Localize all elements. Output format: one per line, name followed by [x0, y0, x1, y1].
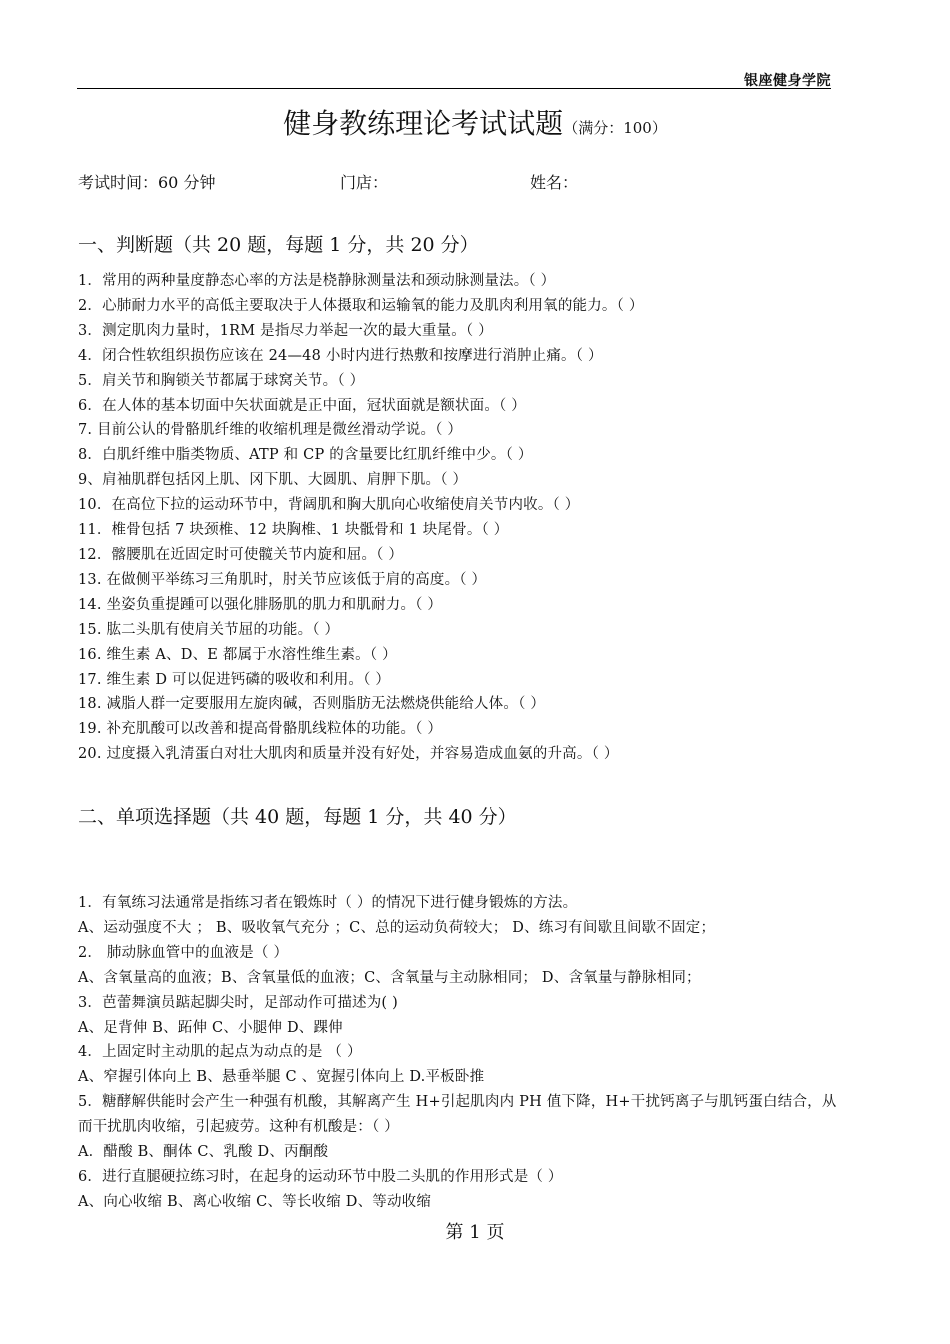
true-false-question: 10．在高位下拉的运动环节中，背阔肌和胸大肌向心收缩使肩关节内收。（ ）	[78, 497, 580, 514]
true-false-question: 19. 补充肌酸可以改善和提高骨骼肌线粒体的功能。（ ）	[78, 721, 443, 738]
page-number: 第 1 页	[445, 1222, 505, 1243]
true-false-question: 18. 减脂人群一定要服用左旋肉碱，否则脂肪无法燃烧供能给人体。（ ）	[78, 696, 546, 713]
question-stem: 3．芭蕾舞演员踮起脚尖时，足部动作可描述为( )	[78, 994, 398, 1011]
true-false-question-list	[78, 269, 838, 767]
true-false-question: 6．在人体的基本切面中矢状面就是正中面，冠状面就是额状面。（ ）	[78, 397, 526, 414]
section-single-choice-title: 二、单项选择题（共 40 题，每题 1 分，共 40 分）	[78, 806, 517, 828]
true-false-question: 17. 维生素 D 可以促进钙磷的吸收和利用。（ ）	[78, 671, 391, 688]
true-false-question: 9、肩袖肌群包括冈上肌、冈下肌、大圆肌、肩胛下肌。（ ）	[78, 472, 468, 489]
question-stem: 4．上固定时主动肌的起点为动点的是 （ ）	[78, 1044, 362, 1061]
true-false-question: 11．椎骨包括 7 块颈椎、12 块胸椎、1 块骶骨和 1 块尾骨。（ ）	[78, 522, 509, 539]
question-options: A、含氧量高的血液；B、含氧量低的血液；C、含氧量与主动脉相同； D、含氧量与静脉相同；	[78, 969, 701, 986]
true-false-question: 20. 过度摄入乳清蛋白对壮大肌肉和质量并没有好处，并容易造成血氨的升高。（ ）	[78, 746, 619, 763]
question-options: A、窄握引体向上 B、悬垂举腿 C 、宽握引体向上 D.平板卧推	[78, 1069, 485, 1086]
true-false-question: 16. 维生素 A、D、E 都属于水溶性维生素。（ ）	[78, 646, 397, 663]
exam-time: 考试时间：60 分钟	[78, 173, 216, 192]
true-false-question: 12．髂腰肌在近固定时可使髋关节内旋和屈。（ ）	[78, 546, 404, 563]
true-false-question: 5．肩关节和胸锁关节都属于球窝关节。（ ）	[78, 372, 365, 389]
true-false-question: 1．常用的两种量度静态心率的方法是桡静脉测量法和颈动脉测量法。（ ）	[78, 273, 556, 289]
true-false-question: 15. 肱二头肌有使肩关节屈的功能。（ ）	[78, 621, 340, 638]
question-options: A．醋酸 B、酮体 C、乳酸 D、丙酮酸	[78, 1144, 329, 1161]
name-label: 姓名：	[530, 173, 579, 192]
question-stem: 6．进行直腿硬拉练习时，在起身的运动环节中股二头肌的作用形式是（ ）	[78, 1168, 563, 1185]
true-false-question: 2．心肺耐力水平的高低主要取决于人体摄取和运输氧的能力及肌肉利用氧的能力。（ ）	[78, 297, 644, 314]
exam-title-score: （满分：100）	[563, 119, 667, 137]
question-options: A、运动强度不大 ； B、吸收氧气充分 ；C、总的运动负荷较大； D、练习有间歇且间歇不固定；	[78, 919, 716, 936]
header-organization: 银座健身学院	[744, 73, 831, 89]
header-divider	[77, 88, 831, 89]
true-false-question: 13. 在做侧平举练习三角肌时，肘关节应该低于肩的高度。（ ）	[78, 571, 487, 588]
question-stem: 1．有氧练习法通常是指练习者在锻炼时（ ）的情况下进行健身锻炼的方法。	[78, 895, 578, 911]
question-options: A、向心收缩 B、离心收缩 C、等长收缩 D、等动收缩	[78, 1193, 432, 1210]
exam-title	[0, 106, 950, 146]
true-false-question: 7. 目前公认的骨骼肌纤维的收缩机理是微丝滑动学说。（ ）	[78, 422, 463, 439]
true-false-question: 4．闭合性软组织损伤应该在 24—48 小时内进行热敷和按摩进行消肿止痛。（ ）	[78, 347, 603, 364]
question-stem: 2． 肺动脉血管中的血液是（ ）	[78, 944, 289, 961]
question-options: A、足背伸 B、跖伸 C、小腿伸 D、踝伸	[78, 1019, 343, 1036]
question-stem: 5．糖酵解供能时会产生一种强有机酸，其解离产生 H+引起肌肉内 PH 值下降，H+干扰钙离子与肌钙蛋白结合，从而干扰肌肉收缩，引起疲劳。这种有机酸是：（ ）	[78, 1094, 837, 1136]
store-label: 门店：	[340, 173, 389, 192]
exam-title-main: 健身教练理论考试试题	[283, 107, 564, 140]
section-true-false-title: 一、判断题（共 20 题，每题 1 分，共 20 分）	[78, 234, 479, 256]
true-false-question: 8．白肌纤维中脂类物质、ATP 和 CP 的含量要比红肌纤维中少。（ ）	[78, 447, 533, 464]
single-choice-question-list	[78, 891, 838, 1215]
true-false-question: 14. 坐姿负重提踵可以强化腓肠肌的肌力和肌耐力。（ ）	[78, 596, 443, 613]
true-false-question: 3．测定肌肉力量时，1RM 是指尽力举起一次的最大重量。（ ）	[78, 322, 493, 339]
